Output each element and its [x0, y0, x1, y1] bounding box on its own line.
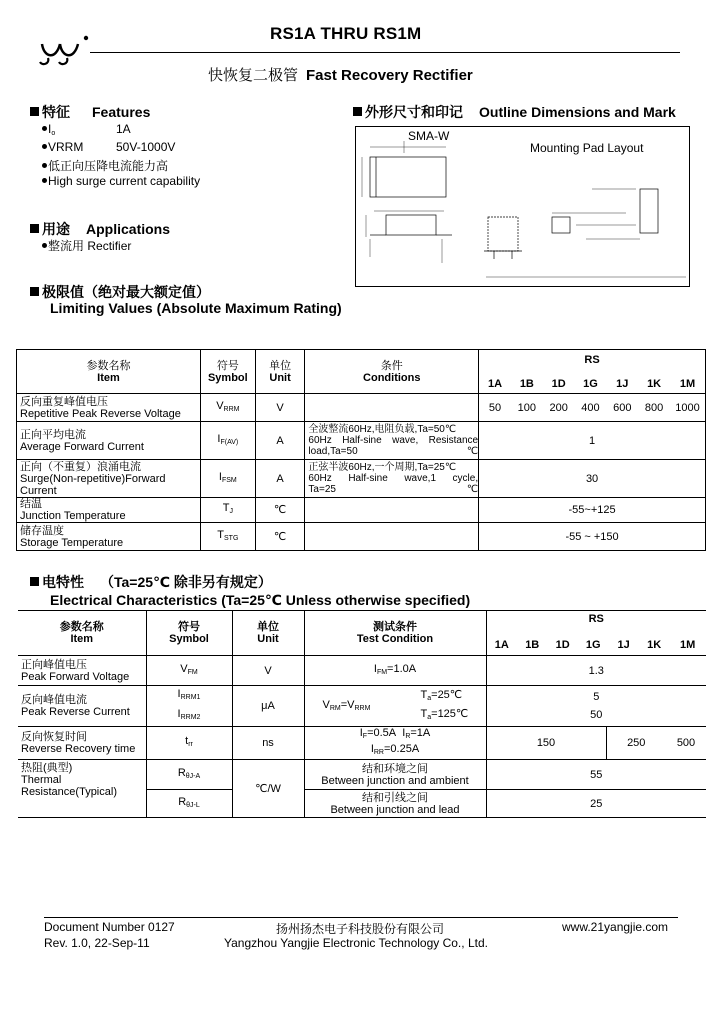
company-name-en: Yangzhou Yangjie Electronic Technology Co., Ltd.: [224, 936, 488, 950]
table-row: 反向恢复时间 Reverse Recovery time $t_{rr}$ ns $I_F=0.5A$ $I_R=1A$ $I_{RR}=0.25A$ 150 250 500: [18, 727, 706, 760]
col-conditions: 条件 Conditions: [305, 350, 479, 394]
table-row: 储存温度 Storage Temperature $T_{STG}$ ℃ -55 ~ +150: [17, 523, 706, 551]
subtitle-en: Fast Recovery Rectifier: [306, 67, 473, 84]
footer-rule: [44, 917, 678, 918]
package-name: SMA-W: [408, 129, 450, 143]
document-title: RS1A THRU RS1M: [270, 24, 422, 43]
col-rs-grades: RS 1A 1B 1D 1G 1J 1K 1M: [479, 350, 706, 394]
square-bullet-icon: [30, 577, 39, 586]
product-subtitle: [208, 64, 473, 85]
square-bullet-icon: [30, 287, 39, 296]
table-row: 正向峰值电压 Peak Forward Voltage $V_{FM}$ V $I_{FM}=1.0A$ 1.3: [18, 656, 706, 686]
limiting-heading-en: Limiting Values (Absolute Maximum Rating): [50, 300, 342, 316]
yangjie-logo: [34, 30, 94, 66]
table-header-row: [17, 350, 706, 394]
applications-heading: 用途 Applications: [30, 219, 170, 239]
electrical-heading-cn: 电特性 （Ta=25℃ 除非另有规定）: [30, 572, 272, 592]
bullet-icon: [42, 163, 47, 168]
bullet-icon: [42, 126, 47, 131]
square-bullet-icon: [30, 107, 39, 116]
square-bullet-icon: [353, 107, 362, 116]
application-item: 整流用 Rectifier: [42, 237, 131, 254]
feature-surge: High surge current capability: [42, 174, 200, 188]
outline-heading: 外形尺寸和印记 Outline Dimensions and Mark: [353, 102, 676, 122]
electrical-characteristics-table: [18, 610, 706, 818]
subtitle-cn: 快恢复二极管: [208, 67, 299, 84]
col-unit: 单位 Unit: [255, 350, 305, 394]
table-row: 正向（不重复）浪涌电流 Surge(Non-repetitive)Forward Current $I_{FSM}$ A 正弦半波60Hz,一个周期,Ta=25℃ 60Hz Half-sine wave,1 cycle, Ta=25℃ 30: [17, 460, 706, 498]
limiting-heading-cn: 极限值（绝对最大额定值）: [30, 282, 210, 302]
table-row: 反向重复峰值电压 Repetitive Peak Reverse Voltage $V_{RRM}$ V 50 100 200 400 600 800 1000: [17, 394, 706, 422]
bullet-icon: [42, 243, 47, 248]
col-symbol: 符号 Symbol: [200, 350, 255, 394]
table-row: $R_{\theta J-L}$ 结和引线之间 Between junction and lead 25: [18, 790, 706, 818]
bullet-icon: [42, 144, 47, 149]
limiting-values-table: [16, 349, 706, 551]
pad-layout-label: Mounting Pad Layout: [530, 141, 644, 155]
table-row: 正向平均电流 Average Forward Current $I_{F(AV)}$ A 全波整流60Hz,电阻负载,Ta=50℃ 60Hz Half-sine wave, Resistance load,Ta=50℃ 1: [17, 422, 706, 460]
table-row: 反向峰值电流 Peak Reverse Current $I_{RRM1}$ $I_{RRM2}$ μA $V_{RM}=V_{RRM}$ $T_a=25℃$ $T_a=125℃$ 5 50: [18, 686, 706, 727]
feature-low-vf: 低正向压降电流能力高: [42, 157, 168, 174]
square-bullet-icon: [30, 224, 39, 233]
col-item: 参数名称 Item: [17, 350, 201, 394]
table-row: 热阻(典型) Thermal Resistance(Typical) $R_{\theta J-A}$ ℃/W 结和环境之间 Between junction and ambient 55: [18, 760, 706, 790]
electrical-heading-en: Electrical Characteristics (Ta=25℃ Unless otherwise specified): [50, 592, 471, 608]
feature-io: $I_o$ 1A: [42, 122, 55, 137]
company-name-cn: 扬州扬杰电子科技股份有限公司: [276, 922, 445, 936]
revision: Rev. 1.0, 22-Sep-11: [44, 936, 150, 950]
feature-vrrm: VRRM 50V-1000V: [42, 140, 83, 154]
table-row: 结温 Junction Temperature $T_J$ ℃ -55~+125: [17, 498, 706, 523]
outline-drawing-box: [355, 126, 690, 287]
header-rule: [90, 52, 680, 53]
bullet-icon: [42, 178, 47, 183]
doc-number: Document Number 0127: [44, 920, 175, 934]
package-outline-drawing: [356, 127, 689, 286]
features-heading: 特征 Features: [30, 102, 150, 122]
table-header-row: 参数名称 Item 符号 Symbol 单位 Unit 测试条件 Test Condition RS 1A 1B 1D 1G 1J 1K 1M: [18, 611, 706, 656]
website-link[interactable]: www.21yangjie.com: [562, 920, 669, 934]
